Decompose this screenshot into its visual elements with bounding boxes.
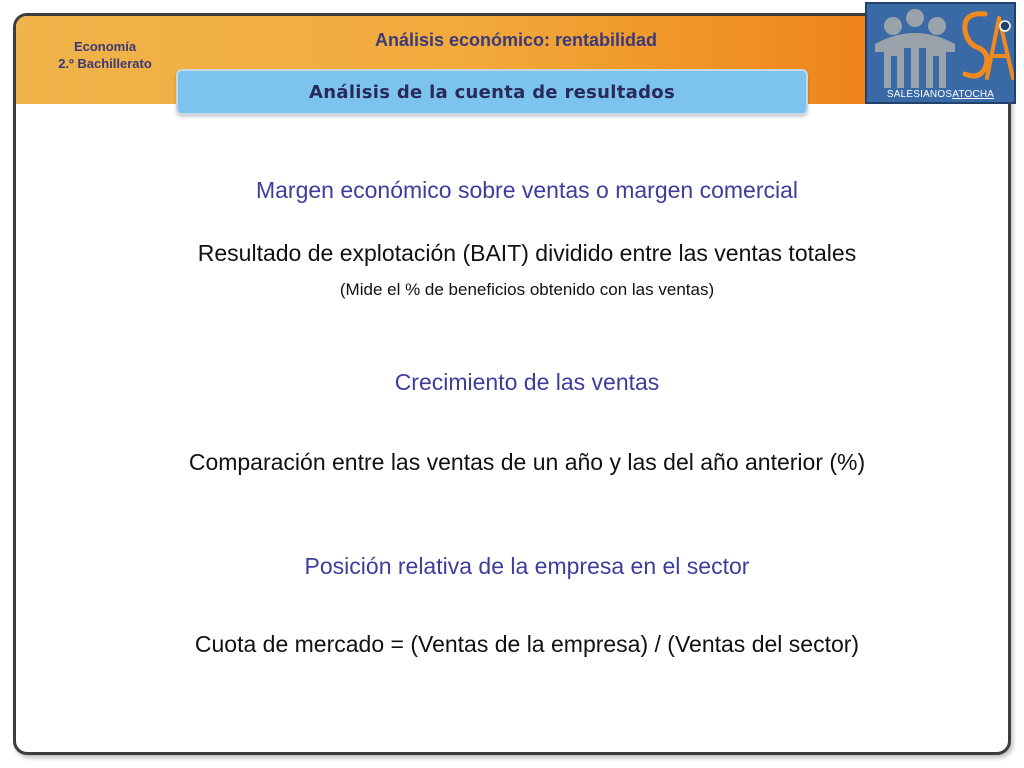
section-heading-margin: Margen económico sobre ventas o margen comercial [255, 177, 799, 203]
section-note-margin: (Mide el % de beneficios obtenido con las ventas) [339, 280, 715, 299]
logo-caption [867, 89, 1014, 100]
section-body-position: Cuota de mercado = (Ventas de la empresa) / (Ventas del sector) [194, 631, 860, 657]
section-heading-growth: Crecimiento de las ventas [394, 369, 660, 395]
logo-name-part2: ATOCHA [952, 89, 995, 100]
logo-name-part1: SALESIANOS [886, 89, 953, 100]
section-body-growth: Comparación entre las ventas de un año y las del año anterior (%) [188, 449, 866, 475]
subject-line-2: 2.º Bachillerato [58, 56, 152, 71]
subtitle-text: Análisis de la cuenta de resultados [309, 81, 675, 103]
section-heading-position: Posición relativa de la empresa en el sector [304, 553, 750, 579]
slide-title: Análisis económico: rentabilidad [374, 30, 658, 50]
section-body-margin: Resultado de explotación (BAIT) dividido entre las ventas totales [197, 240, 857, 266]
subject-label [16, 38, 194, 72]
subject-line-1: Economía [73, 39, 137, 54]
salesianos-logo [865, 2, 1016, 104]
subtitle-tab [176, 69, 808, 115]
